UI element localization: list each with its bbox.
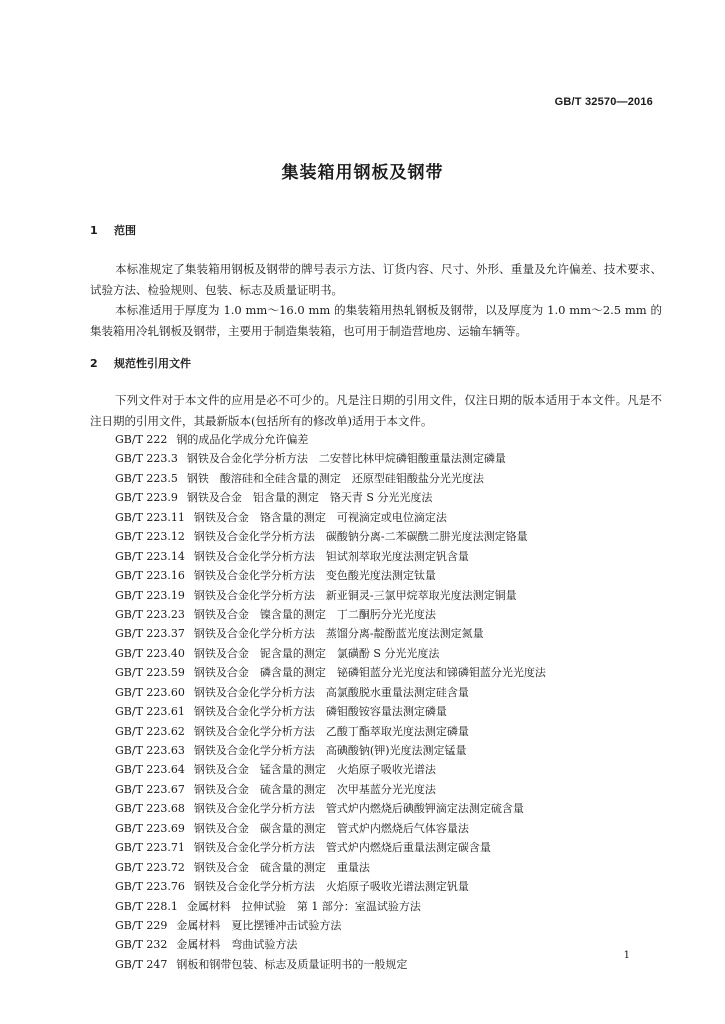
reference-item [115,683,546,702]
reference-title: 钢铁及合金化学分析方法 磷钼酸铵容量法测定磷量 [193,705,447,719]
references-intro: 下列文件对于本文件的应用是必不可少的。凡是注日期的引用文件，仅注日期的版本适用于本文件。凡是不注日期的引用文件，其最新版本(包括所有的修改单)适用于本文件。 [90,393,662,428]
reference-title: 钢铁及合金 硫含量的测定 重量法 [193,860,370,874]
reference-code: GB/T 223.64 [115,763,185,777]
reference-item [115,644,546,663]
reference-item [115,897,546,916]
reference-title: 金属材料 拉伸试验 第 1 部分：室温试验方法 [186,899,421,913]
reference-code: GB/T 223.37 [115,627,185,641]
section-1-number: 1 [90,224,98,237]
section-2-heading [90,355,191,371]
reference-code: GB/T 223.11 [115,510,185,524]
reference-item [115,741,546,760]
reference-item [115,838,546,857]
reference-item [115,527,546,546]
reference-item [115,955,546,974]
reference-item [115,624,546,643]
reference-item [115,935,546,954]
reference-item [115,877,546,896]
section-2-title: 规范性引用文件 [114,357,191,370]
reference-title: 钢铁及合金 铌含量的测定 氯磺酚 S 分光光度法 [193,646,440,660]
reference-code: GB/T 223.3 [115,452,178,466]
reference-code: GB/T 223.12 [115,530,185,544]
reference-item [115,780,546,799]
reference-code: GB/T 222 [115,433,168,446]
reference-code: GB/T 223.14 [115,549,185,563]
reference-title: 钢铁及合金化学分析方法 二安替比林甲烷磷钼酸重量法测定磷量 [186,452,506,466]
reference-code: GB/T 223.76 [115,880,185,894]
section-1-title: 范围 [114,224,136,237]
reference-title: 钢铁及合金化学分析方法 管式炉内燃烧后碘酸钾滴定法测定硫含量 [193,802,524,816]
reference-title: 钢铁及合金化学分析方法 高氯酸脱水重量法测定硅含量 [193,685,469,699]
reference-item [115,663,546,682]
reference-code: GB/T 223.68 [115,802,185,816]
reference-item [115,586,546,605]
reference-title: 钢铁及合金 硫含量的测定 次甲基蓝分光光度法 [193,782,436,796]
reference-title: 钢铁及合金化学分析方法 碳酸钠分离-二苯碳酰二肼光度法测定铬量 [193,530,528,544]
reference-title: 钢铁及合金 铬含量的测定 可视滴定或电位滴定法 [193,510,447,524]
reference-item [115,858,546,877]
section-1-heading [90,222,136,238]
reference-title: 钢铁及合金 碳含量的测定 管式炉内燃烧后气体容量法 [193,821,469,835]
standard-number: GB/T 32570—2016 [554,96,653,108]
scope-paragraph-2: 本标准适用于厚度为 1.0 mm～16.0 mm 的集装箱用热轧钢板及钢带，以及厚度为 1.0 mm～2.5 mm 的集装箱用冷轧钢板及钢带，主要用于制造集装箱，也可用于制造营地房、运输车辆等。 [90,303,662,338]
reference-title: 金属材料 夏比摆锤冲击试验方法 [176,918,342,932]
scope-paragraph-1: 本标准规定了集装箱用钢板及钢带的牌号表示方法、订货内容、尺寸、外形、重量及允许偏差、技术要求、试验方法、检验规则、包装、标志及质量证明书。 [90,262,662,297]
reference-title: 钢铁及合金化学分析方法 新亚铜灵-三氯甲烷萃取光度法测定铜量 [193,588,517,602]
reference-item [115,547,546,566]
reference-code: GB/T 223.23 [115,607,185,621]
reference-title: 钢铁及合金化学分析方法 管式炉内燃烧后重量法测定碳含量 [193,841,491,855]
reference-title: 钢铁及合金化学分析方法 乙酸丁酯萃取光度法测定磷量 [193,724,469,738]
reference-item [115,605,546,624]
reference-title: 钢铁 酸溶硅和全硅含量的测定 还原型硅钼酸盐分光光度法 [186,471,484,485]
reference-title: 钢的成品化学成分允许偏差 [176,433,309,446]
reference-code: GB/T 223.61 [115,705,185,719]
reference-code: GB/T 223.62 [115,724,185,738]
reference-item [115,916,546,935]
reference-code: GB/T 223.40 [115,646,185,660]
reference-code: GB/T 223.67 [115,782,185,796]
reference-title: 钢板和钢带包装、标志及质量证明书的一般规定 [176,957,408,971]
reference-code: GB/T 247 [115,957,168,971]
reference-code: GB/T 223.72 [115,860,185,874]
reference-item [115,449,546,468]
document-title: 集装箱用钢板及钢带 [281,163,444,183]
reference-code: GB/T 223.5 [115,471,178,485]
reference-title: 钢铁及合金 磷含量的测定 铋磷钼蓝分光光度法和锑磷钼蓝分光光度法 [193,666,546,680]
reference-title: 钢铁及合金化学分析方法 高碘酸钠(钾)光度法测定锰量 [193,744,467,757]
reference-title: 钢铁及合金化学分析方法 蒸馏分离-靛酚蓝光度法测定氮量 [193,627,484,641]
reference-title: 钢铁及合金 铝含量的测定 铬天青 S 分光光度法 [186,491,433,505]
reference-item [115,508,546,527]
reference-code: GB/T 232 [115,938,168,952]
reference-title: 钢铁及合金 镍含量的测定 丁二酮肟分光光度法 [193,607,436,621]
reference-code: GB/T 223.60 [115,685,185,699]
reference-code: GB/T 223.63 [115,744,185,757]
reference-title: 金属材料 弯曲试验方法 [176,938,298,952]
reference-code: GB/T 223.9 [115,491,178,505]
reference-code: GB/T 223.19 [115,588,185,602]
reference-item [115,760,546,779]
reference-title: 钢铁及合金化学分析方法 火焰原子吸收光谱法测定钒量 [193,880,469,894]
reference-title: 钢铁及合金化学分析方法 钽试剂萃取光度法测定钒含量 [193,549,469,563]
reference-item [115,469,546,488]
reference-code: GB/T 228.1 [115,899,178,913]
reference-title: 钢铁及合金 锰含量的测定 火焰原子吸收光谱法 [193,763,436,777]
reference-title: 钢铁及合金化学分析方法 变色酸光度法测定钛量 [193,569,436,583]
reference-code: GB/T 223.69 [115,821,185,835]
section-2-number: 2 [90,357,98,370]
reference-item [115,799,546,818]
reference-code: GB/T 223.59 [115,666,185,680]
reference-item [115,819,546,838]
reference-item [115,722,546,741]
reference-item [115,702,546,721]
reference-code: GB/T 223.16 [115,569,185,583]
reference-code: GB/T 223.71 [115,841,185,855]
reference-code: GB/T 229 [115,918,168,932]
reference-list [115,430,546,974]
reference-item [115,488,546,507]
page-number: 1 [623,950,630,961]
reference-item [115,430,546,449]
reference-item [115,566,546,585]
